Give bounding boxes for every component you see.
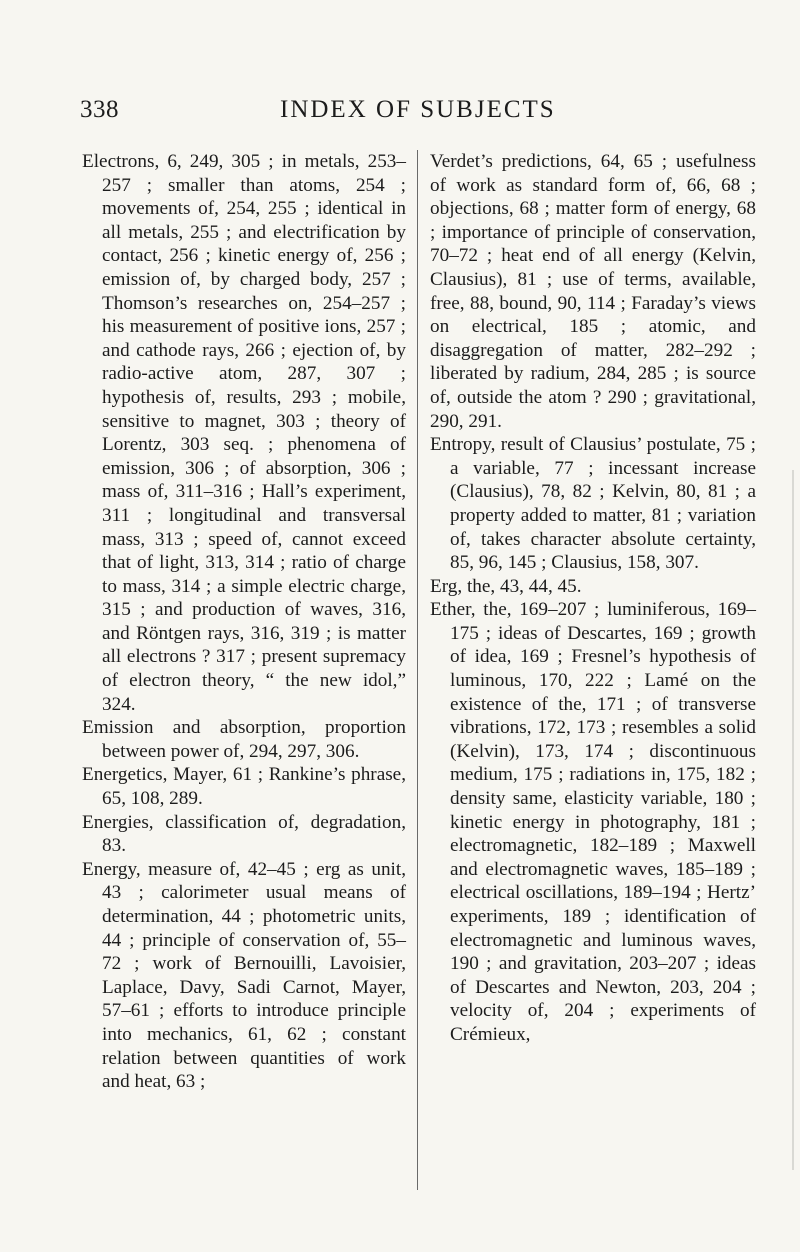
index-entry-energy: Energy, measure of, 42–45 ; erg as unit, 43 ; calorimeter usual means of determination, 44 ; photometric units, 44 ; principle of conservation of, 55–72 ; work of Bernouilli, Lavoisier, Laplace, Davy, Sadi Carnot, Mayer, 57–61 ; efforts to introduce principle into mechanics, 61, 62 ; constant relation between quantities of work and heat, 63 ; <box>82 858 406 1093</box>
index-entry-ether: Ether, the, 169–207 ; luminiferous, 169–175 ; ideas of Descartes, 169 ; growth of idea, 169 ; Fresnel’s hypothesis of luminous, 170, 222 ; Lamé on the existence of the, 171 ; of transverse vibrations, 172, 173 ; resembles a solid (Kelvin), 173, 174 ; discontinuous medium, 175 ; radiations in, 175, 182 ; density same, elasticity variable, 180 ; kinetic energy in photography, 181 ; electromagnetic, 182–189 ; Maxwell and electromagnetic waves, 185–189 ; electrical oscillations, 189–194 ; Hertz’ experiments, 189 ; identification of electromagnetic and luminous waves, 190 ; and gravitation, 203–207 ; ideas of Descartes and Newton, 203, 204 ; velocity of, 204 ; experiments of Crémieux, <box>430 599 756 1045</box>
index-entry-emission: Emission and absorption, proportion between power of, 294, 297, 306. <box>82 717 406 762</box>
page-header <box>80 96 740 136</box>
index-entry-energy-continued: Verdet’s predictions, 64, 65 ; usefulness of work as standard form of, 66, 68 ; objections, 68 ; matter form of energy, 68 ; importance of principle of conservation, 70–72 ; heat end of all energy (Kelvin, Clausius), 81 ; use of terms, available, free, 88, bound, 90, 114 ; Faraday’s views on electrical, 185 ; atomic, and disaggregation of matter, 282–292 ; liberated by radium, 284, 285 ; is source of, outside the atom ? 290 ; gravitational, 290, 291. <box>430 151 756 432</box>
left-index-column <box>82 150 406 1094</box>
column-divider <box>417 150 418 1190</box>
right-index-column <box>430 150 756 1047</box>
index-entry-electrons: Electrons, 6, 249, 305 ; in metals, 253–257 ; smaller than atoms, 254 ; movements of, 254, 255 ; identical in all metals, 255 ; and electrification by contact, 256 ; kinetic energy of, 256 ; emission of, by charged body, 257 ; Thomson’s researches on, 254–257 ; his measurement of positive ions, 257 ; and cathode rays, 266 ; ejection of, by radio-active atom, 287, 307 ; hypothesis of, results, 293 ; mobile, sensitive to magnet, 303 ; theory of Lorentz, 303 seq. ; phenomena of emission, 306 ; of absorption, 306 ; mass of, 311–316 ; Hall’s experiment, 311 ; longitudinal and transversal mass, 313 ; speed of, cannot exceed that of light, 313, 314 ; ratio of charge to mass, 314 ; a simple electric charge, 315 ; and production of waves, 316, and Röntgen rays, 316, 319 ; is matter all electrons ? 317 ; present supremacy of electron theory, “ the new idol,” 324. <box>82 151 406 715</box>
page-number: 338 <box>80 96 119 123</box>
index-entry-energies: Energies, classification of, degradation, 83. <box>82 811 406 857</box>
running-head: INDEX OF SUBJECTS <box>280 96 556 123</box>
index-entry-erg: Erg, the, 43, 44, 45. <box>430 575 582 597</box>
index-entry-entropy: Entropy, result of Clausius’ postulate, 75 ; a variable, 77 ; incessant increase (Clausius), 78, 82 ; Kelvin, 80, 81 ; a property added to matter, 81 ; variation of, takes character absolute certainty, 85, 96, 145 ; Clausius, 158, 307. <box>430 434 756 574</box>
index-entry-energetics: Energetics, Mayer, 61 ; Rankine’s phrase, 65, 108, 289. <box>82 764 406 810</box>
page-edge-shadow <box>792 470 794 1170</box>
